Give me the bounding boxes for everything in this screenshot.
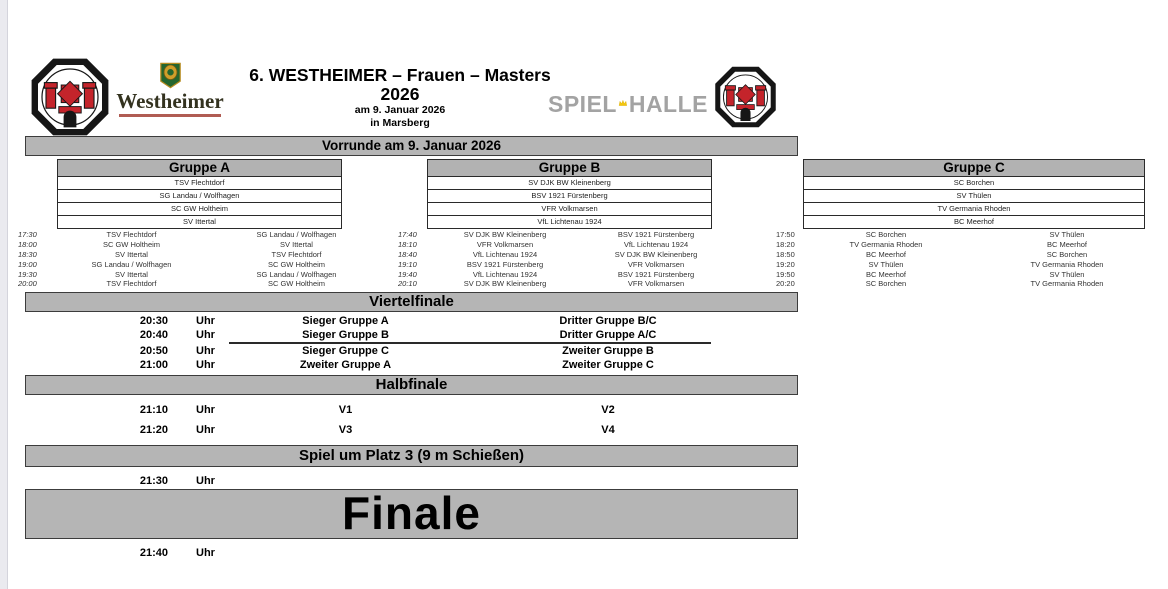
team-row: SV Thülen [804,190,1144,203]
match-home-team: VfL Lichtenau 1924 [472,269,538,279]
match-row [14,270,374,280]
match-home-team: SC Borchen [865,230,907,239]
team-row: SV DJK BW Kleinenberg [428,177,711,190]
match-row [394,279,724,289]
group-a-table [57,159,342,229]
ko-home [228,546,463,560]
ko-time: 21:40 [139,547,168,559]
ko-away [463,474,753,488]
match-home-team: BC Meerhof [865,269,907,279]
ko-away: Dritter Gruppe A/C [559,329,657,341]
ko-away: V4 [601,424,615,436]
club-crest-right-icon [714,60,777,134]
match-time: 19:20 [776,259,795,269]
ko-home: Zweiter Gruppe A [299,359,392,371]
match-home-team: SV DJK BW Kleinenberg [463,230,547,239]
match-time: 17:30 [18,230,37,239]
ko-time: 21:20 [139,424,168,436]
team-row: VfL Lichtenau 1924 [537,217,602,226]
group-b-header: Gruppe B [428,160,711,177]
match-away-team: TV Germania Rhoden [1030,259,1104,269]
match-time: 19:50 [776,269,795,279]
match-away-team: TV Germania Rhoden [1030,279,1104,289]
match-time: 17:40 [398,230,417,239]
section-banner-halbfinale: Halbfinale [25,375,798,395]
match-time: 20:00 [18,279,37,289]
match-time: 19:10 [398,259,417,269]
ko-unit: Uhr [196,404,215,416]
ko-away: Zweiter Gruppe C [562,359,654,371]
spielhalle-logo [548,88,708,120]
quarterfinal-row [25,328,775,342]
match-home-team: BC Meerhof [865,249,907,259]
match-row [14,240,374,250]
match-row [772,260,1162,270]
match-home-team: VFR Volkmarsen [476,239,534,249]
match-away-team: BSV 1921 Fürstenberg [617,230,695,239]
ko-time: 21:00 [139,359,168,371]
match-away-team: VFR Volkmarsen [627,279,685,289]
match-home-team: SC GW Holtheim [102,239,161,249]
team-row: SG Landau / Wolfhagen [58,190,341,203]
section-banner-platz3: Spiel um Platz 3 (9 m Schießen) [25,445,798,467]
match-home-team: BSV 1921 Fürstenberg [466,259,544,269]
team-row: SV Ittertal [183,217,216,226]
match-time: 20:20 [776,279,795,289]
group-c-table [803,159,1145,229]
match-home-team: SV Thülen [868,259,904,269]
match-away-team: SV Thülen [1049,230,1085,239]
group-a-schedule [14,230,374,289]
group-c-header: Gruppe C [804,160,1144,177]
match-away-team: BSV 1921 Fürstenberg [617,269,695,279]
match-time: 20:10 [398,279,417,289]
match-home-team: TSV Flechtdorf [106,230,157,239]
match-row [14,279,374,289]
match-away-team: BC Meerhof [1046,239,1088,249]
match-row [394,250,724,260]
group-b-table [427,159,712,229]
westheimer-tagline-line [119,114,221,117]
match-away-team: TSV Flechtdorf [271,249,322,259]
platz3-row [25,474,775,488]
match-row [14,260,374,270]
match-time: 19:30 [18,269,37,279]
match-row [394,260,724,270]
team-row: TSV Flechtdorf [58,177,341,190]
ko-away: V2 [601,404,615,416]
match-away-team: VFR Volkmarsen [627,259,685,269]
match-row [772,230,1162,240]
team-row: SC GW Holtheim [58,203,341,216]
match-time: 18:10 [398,239,417,249]
match-home-team: VfL Lichtenau 1924 [472,249,538,259]
match-home-team: TV Germania Rhoden [849,239,923,249]
group-b-schedule [394,230,724,289]
section-banner-vorrunde: Vorrunde am 9. Januar 2026 [25,136,798,156]
match-away-team: VfL Lichtenau 1924 [623,239,689,249]
ko-unit: Uhr [196,547,215,559]
match-home-team: SV Ittertal [115,269,148,279]
ko-unit: Uhr [196,329,215,341]
match-row [772,250,1162,260]
match-away-team: SV Thülen [1049,269,1085,279]
match-home-team: TSV Flechtdorf [106,279,157,289]
match-away-team: SC Borchen [1046,249,1088,259]
finale-row [25,546,775,560]
westheimer-pennant-icon [160,62,181,89]
quarterfinal-row [25,344,775,358]
ko-time: 20:40 [139,329,168,341]
match-row [14,250,374,260]
ko-home: V1 [338,404,353,416]
match-home-team: SV DJK BW Kleinenberg [463,279,547,289]
ko-home: V3 [338,424,353,436]
quarterfinal-row [25,358,775,372]
team-row: BC Meerhof [953,217,995,226]
ko-unit: Uhr [196,315,215,327]
section-banner-finale: Finale [25,489,798,539]
match-row [394,270,724,280]
match-away-team: SC GW Holtheim [267,259,326,269]
title-block [230,66,570,129]
match-time: 18:40 [398,249,417,259]
match-row [772,240,1162,250]
semifinal-row [25,403,775,417]
section-banner-viertelfinale: Viertelfinale [25,292,798,312]
westheimer-logo [116,62,224,117]
page-title: 6. WESTHEIMER – Frauen – Masters 2026 [249,65,551,104]
team-row: BSV 1921 Fürstenberg [428,190,711,203]
ko-time: 21:10 [139,404,168,416]
ko-time: 20:30 [139,315,168,327]
ko-away [463,546,753,560]
match-time: 18:20 [776,239,795,249]
ko-time: 20:50 [139,345,168,357]
quarterfinal-row [25,314,775,328]
match-row [772,279,1162,289]
match-time: 18:00 [18,239,37,249]
match-row [394,240,724,250]
ko-unit: Uhr [196,475,215,487]
match-away-team: SG Landau / Wolfhagen [256,230,337,239]
match-home-team: SV Ittertal [115,249,148,259]
ko-time: 21:30 [139,475,168,487]
match-time: 19:00 [18,259,37,269]
match-away-team: SV Ittertal [280,239,313,249]
page-edge-strip [0,0,8,589]
page-date: am 9. Januar 2026 [354,104,446,116]
team-row: VFR Volkmarsen [428,203,711,216]
ko-unit: Uhr [196,359,215,371]
match-row [14,230,374,240]
match-time: 17:50 [776,230,795,239]
spielhalle-text-spiel: SPIEL [548,91,617,117]
group-a-header: Gruppe A [58,160,341,177]
match-row [394,230,724,240]
match-away-team: SC GW Holtheim [267,279,326,289]
ko-home [228,474,463,488]
semifinal-row [25,423,775,437]
ko-unit: Uhr [196,424,215,436]
group-c-schedule [772,230,1162,289]
ko-unit: Uhr [196,345,215,357]
match-row [772,270,1162,280]
spielhalle-text-halle: HALLE [628,91,708,117]
match-time: 19:40 [398,269,417,279]
ko-home: Sieger Gruppe A [302,315,389,327]
crown-icon [618,88,628,118]
match-home-team: SG Landau / Wolfhagen [91,259,172,269]
westheimer-wordmark: Westheimer [116,89,224,113]
ko-home: Sieger Gruppe B [302,329,389,341]
match-away-team: SG Landau / Wolfhagen [256,269,337,279]
ko-away: Zweiter Gruppe B [562,345,654,357]
ko-home: Sieger Gruppe C [302,345,389,357]
club-crest-left-icon [28,57,112,137]
team-row: SC Borchen [804,177,1144,190]
page-location: in Marsberg [370,116,430,129]
match-time: 18:30 [18,249,37,259]
match-away-team: SV DJK BW Kleinenberg [614,249,698,259]
ko-away: Dritter Gruppe B/C [559,315,657,327]
match-time: 18:50 [776,249,795,259]
match-home-team: SC Borchen [865,279,907,289]
team-row: TV Germania Rhoden [804,203,1144,216]
